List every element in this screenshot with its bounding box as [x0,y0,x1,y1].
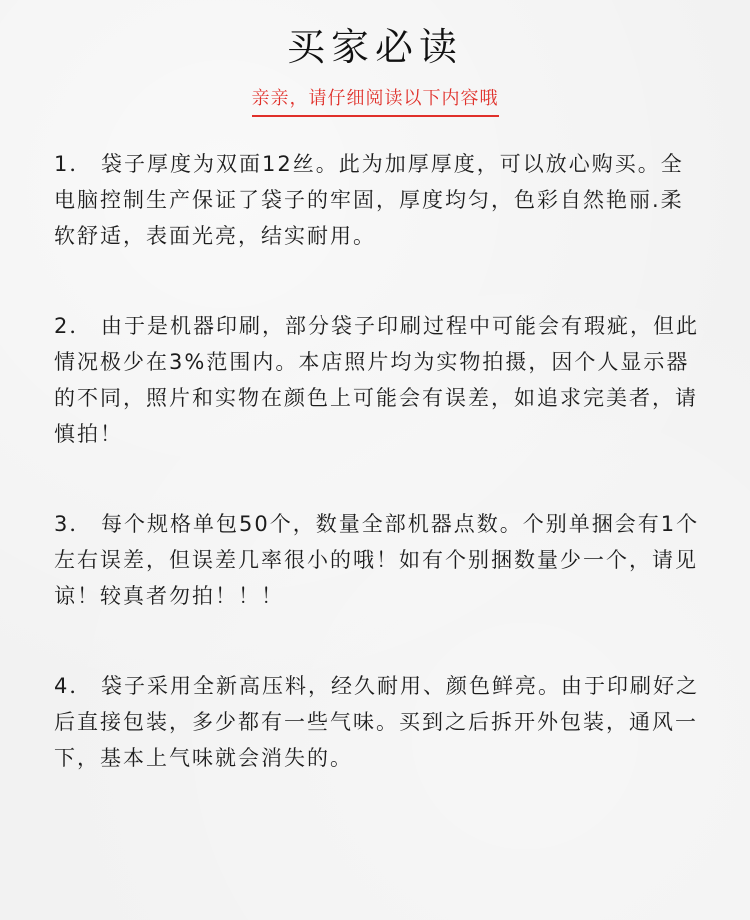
notice-paragraph-3: 3． 每个规格单包50个，数量全部机器点数。个别单捆会有1个左右误差，但误差几率很小的哦！如有个别捆数量少一个，请见谅！较真者勿拍！！！ [54,512,700,608]
subtitle-container [0,87,750,117]
notice-content [54,146,704,776]
page-subtitle: 亲亲，请仔细阅读以下内容哦 [252,87,499,117]
page-title: 买家必读 [286,25,463,69]
notice-paragraph-2: 2． 由于是机器印刷，部分袋子印刷过程中可能会有瑕疵，但此情况极少在3%范围内。本店照片均为实物拍摄，因个人显示器的不同，照片和实物在颜色上可能会有误差，如追求完美者，请慎拍！ [54,314,700,446]
notice-paragraph-1: 1． 袋子厚度为双面12丝。此为加厚厚度，可以放心购买。全电脑控制生产保证了袋子的牢固，厚度均匀，色彩自然艳丽.柔软舒适，表面光亮，结实耐用。 [54,152,684,248]
notice-paragraph-4: 4． 袋子采用全新高压料，经久耐用、颜色鲜亮。由于印刷好之后直接包装，多少都有一些气味。买到之后拆开外包装，通风一下，基本上气味就会消失的。 [54,674,700,770]
